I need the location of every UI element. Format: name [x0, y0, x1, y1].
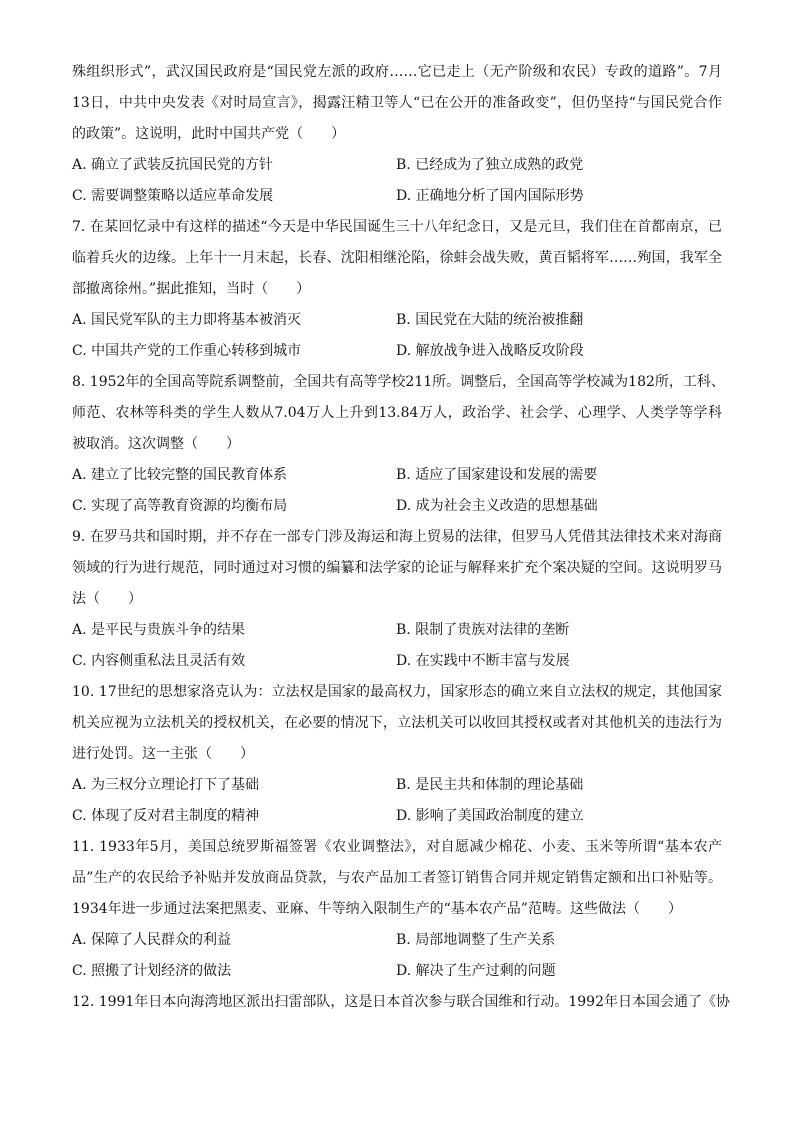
- question-9-option-c[interactable]: C. 内容侧重私法且灵活有效: [72, 653, 246, 669]
- question-10-options-row-1: [72, 775, 722, 806]
- question-11-option-b[interactable]: B. 局部地调整了生产关系: [396, 932, 556, 948]
- question-8-option-d[interactable]: D. 成为社会主义改造的思想基础: [396, 498, 598, 514]
- question-7-options-row-1: [72, 310, 722, 341]
- question-6-option-d[interactable]: D. 正确地分析了国内国际形势: [396, 188, 584, 204]
- question-12-line-1: 12. 1991年日本向海湾地区派出扫雷部队，这是日本首次参与联合国维和行动。1992年日本国会通了《协: [72, 994, 730, 1010]
- question-10: [72, 682, 722, 837]
- page-content: [72, 62, 730, 1023]
- question-9-options-row-2: [72, 651, 722, 682]
- question-10-option-b[interactable]: B. 是民主共和体制的理论基础: [396, 777, 584, 793]
- question-6-line-3: 的政策”。这说明，此时中国共产党（ ）: [72, 126, 346, 142]
- question-8-options-row-1: [72, 465, 722, 496]
- question-12: [72, 992, 730, 1023]
- question-10-option-a[interactable]: A. 为三权分立理论打下了基础: [72, 777, 260, 793]
- question-7: [72, 217, 722, 372]
- question-11-options-row-2: [72, 961, 722, 992]
- question-7-option-c[interactable]: C. 中国共产党的工作重心转移到城市: [72, 343, 302, 359]
- question-6-options-row-2: [72, 186, 722, 217]
- question-6-option-a[interactable]: A. 确立了武装反抗国民党的方针: [72, 157, 274, 173]
- question-7-options-row-2: [72, 341, 722, 372]
- question-11-line-1: 11. 1933年5月，美国总统罗斯福签署《农业调整法》，对自愿减少棉花、小麦、玉米等所谓“基本农产: [72, 839, 722, 855]
- question-7-option-a[interactable]: A. 国民党军队的主力即将基本被消灭: [72, 312, 302, 328]
- question-11-options-row-1: [72, 930, 722, 961]
- question-8-options-row-2: [72, 496, 722, 527]
- question-11-option-c[interactable]: C. 照搬了计划经济的做法: [72, 963, 232, 979]
- question-10-option-c[interactable]: C. 体现了反对君主制度的精神: [72, 808, 260, 824]
- question-7-line-2: 临着兵火的边缘。上年十一月末起，长春、沈阳相继沦陷，徐蚌会战失败，黄百韬将军……殉国，我军全: [72, 250, 722, 266]
- question-8-option-b[interactable]: B. 适应了国家建设和发展的需要: [396, 467, 598, 483]
- question-6-line-1: 殊组织形式”，武汉国民政府是“国民党左派的政府……它已走上（无产阶级和农民）专政的道路”。7月: [72, 64, 722, 80]
- question-9-line-2: 领域的行为进行规范，同时通过对习惯的编纂和法学家的论证与解释来扩充个案决疑的空间。这说明罗马: [72, 560, 722, 576]
- question-7-option-b[interactable]: B. 国民党在大陆的统治被推翻: [396, 312, 584, 328]
- question-11-option-a[interactable]: A. 保障了人民群众的利益: [72, 932, 232, 948]
- question-8-option-c[interactable]: C. 实现了高等教育资源的均衡布局: [72, 498, 288, 514]
- question-11-line-2: 品”生产的农民给予补贴并发放商品贷款，与农产品加工者签订销售合同并规定销售定额和出口补贴等。: [72, 870, 722, 886]
- question-6-options-row-1: [72, 155, 722, 186]
- question-9-line-1: 9. 在罗马共和国时期，并不存在一部专门涉及海运和海上贸易的法律，但罗马人凭借其法律技术来对海商: [72, 529, 722, 545]
- question-9-options-row-1: [72, 620, 722, 651]
- question-9-option-b[interactable]: B. 限制了贵族对法律的垄断: [396, 622, 570, 638]
- question-10-line-1: 10. 17世纪的思想家洛克认为：立法权是国家的最高权力，国家形态的确立来自立法权的规定，其他国家: [72, 684, 722, 700]
- question-10-option-d[interactable]: D. 影响了美国政治制度的建立: [396, 808, 584, 824]
- question-9: [72, 527, 722, 682]
- question-8: [72, 372, 725, 527]
- question-9-line-3: 法（ ）: [72, 591, 142, 607]
- question-8-line-2: 师范、农林等科类的学生人数从7.04万人上升到13.84万人，政治学、社会学、心理学、人类学等学科: [72, 405, 722, 421]
- question-10-options-row-2: [72, 806, 722, 837]
- question-6-option-c[interactable]: C. 需要调整策略以适应革命发展: [72, 188, 274, 204]
- question-11-line-3: 1934年进一步通过法案把黑麦、亚麻、牛等纳入限制生产的“基本农产品”范畴。这些做法（ ）: [72, 901, 682, 917]
- question-6-line-2: 13日，中共中央发表《对时局宣言》，揭露汪精卫等人“已在公开的准备政变”，但仍坚持“与国民党合作: [72, 95, 722, 111]
- question-8-option-a[interactable]: A. 建立了比较完整的国民教育体系: [72, 467, 288, 483]
- question-7-option-d[interactable]: D. 解放战争进入战略反攻阶段: [396, 343, 584, 359]
- question-11: [72, 837, 722, 992]
- question-6-option-b[interactable]: B. 已经成为了独立成熟的政党: [396, 157, 584, 173]
- question-8-line-1: 8. 1952年的全国高等院系调整前，全国共有高等学校211所。调整后，全国高等学校减为182所，工科、: [72, 374, 725, 390]
- question-10-line-3: 进行处罚。这一主张（ ）: [72, 746, 254, 762]
- question-9-option-d[interactable]: D. 在实践中不断丰富与发展: [396, 653, 570, 669]
- question-10-line-2: 机关应视为立法机关的授权机关，在必要的情况下，立法机关可以收回其授权或者对其他机关的违法行为: [72, 715, 722, 731]
- question-7-line-1: 7. 在某回忆录中有这样的描述“今天是中华民国诞生三十八年纪念日，又是元旦，我们住在首都南京，已: [72, 219, 722, 235]
- question-7-line-3: 部撤离徐州。”据此推知，当时（ ）: [72, 281, 311, 297]
- question-9-option-a[interactable]: A. 是平民与贵族斗争的结果: [72, 622, 246, 638]
- question-6: [72, 62, 722, 217]
- question-11-option-d[interactable]: D. 解决了生产过剩的问题: [396, 963, 556, 979]
- question-8-line-3: 被取消。这次调整（ ）: [72, 436, 240, 452]
